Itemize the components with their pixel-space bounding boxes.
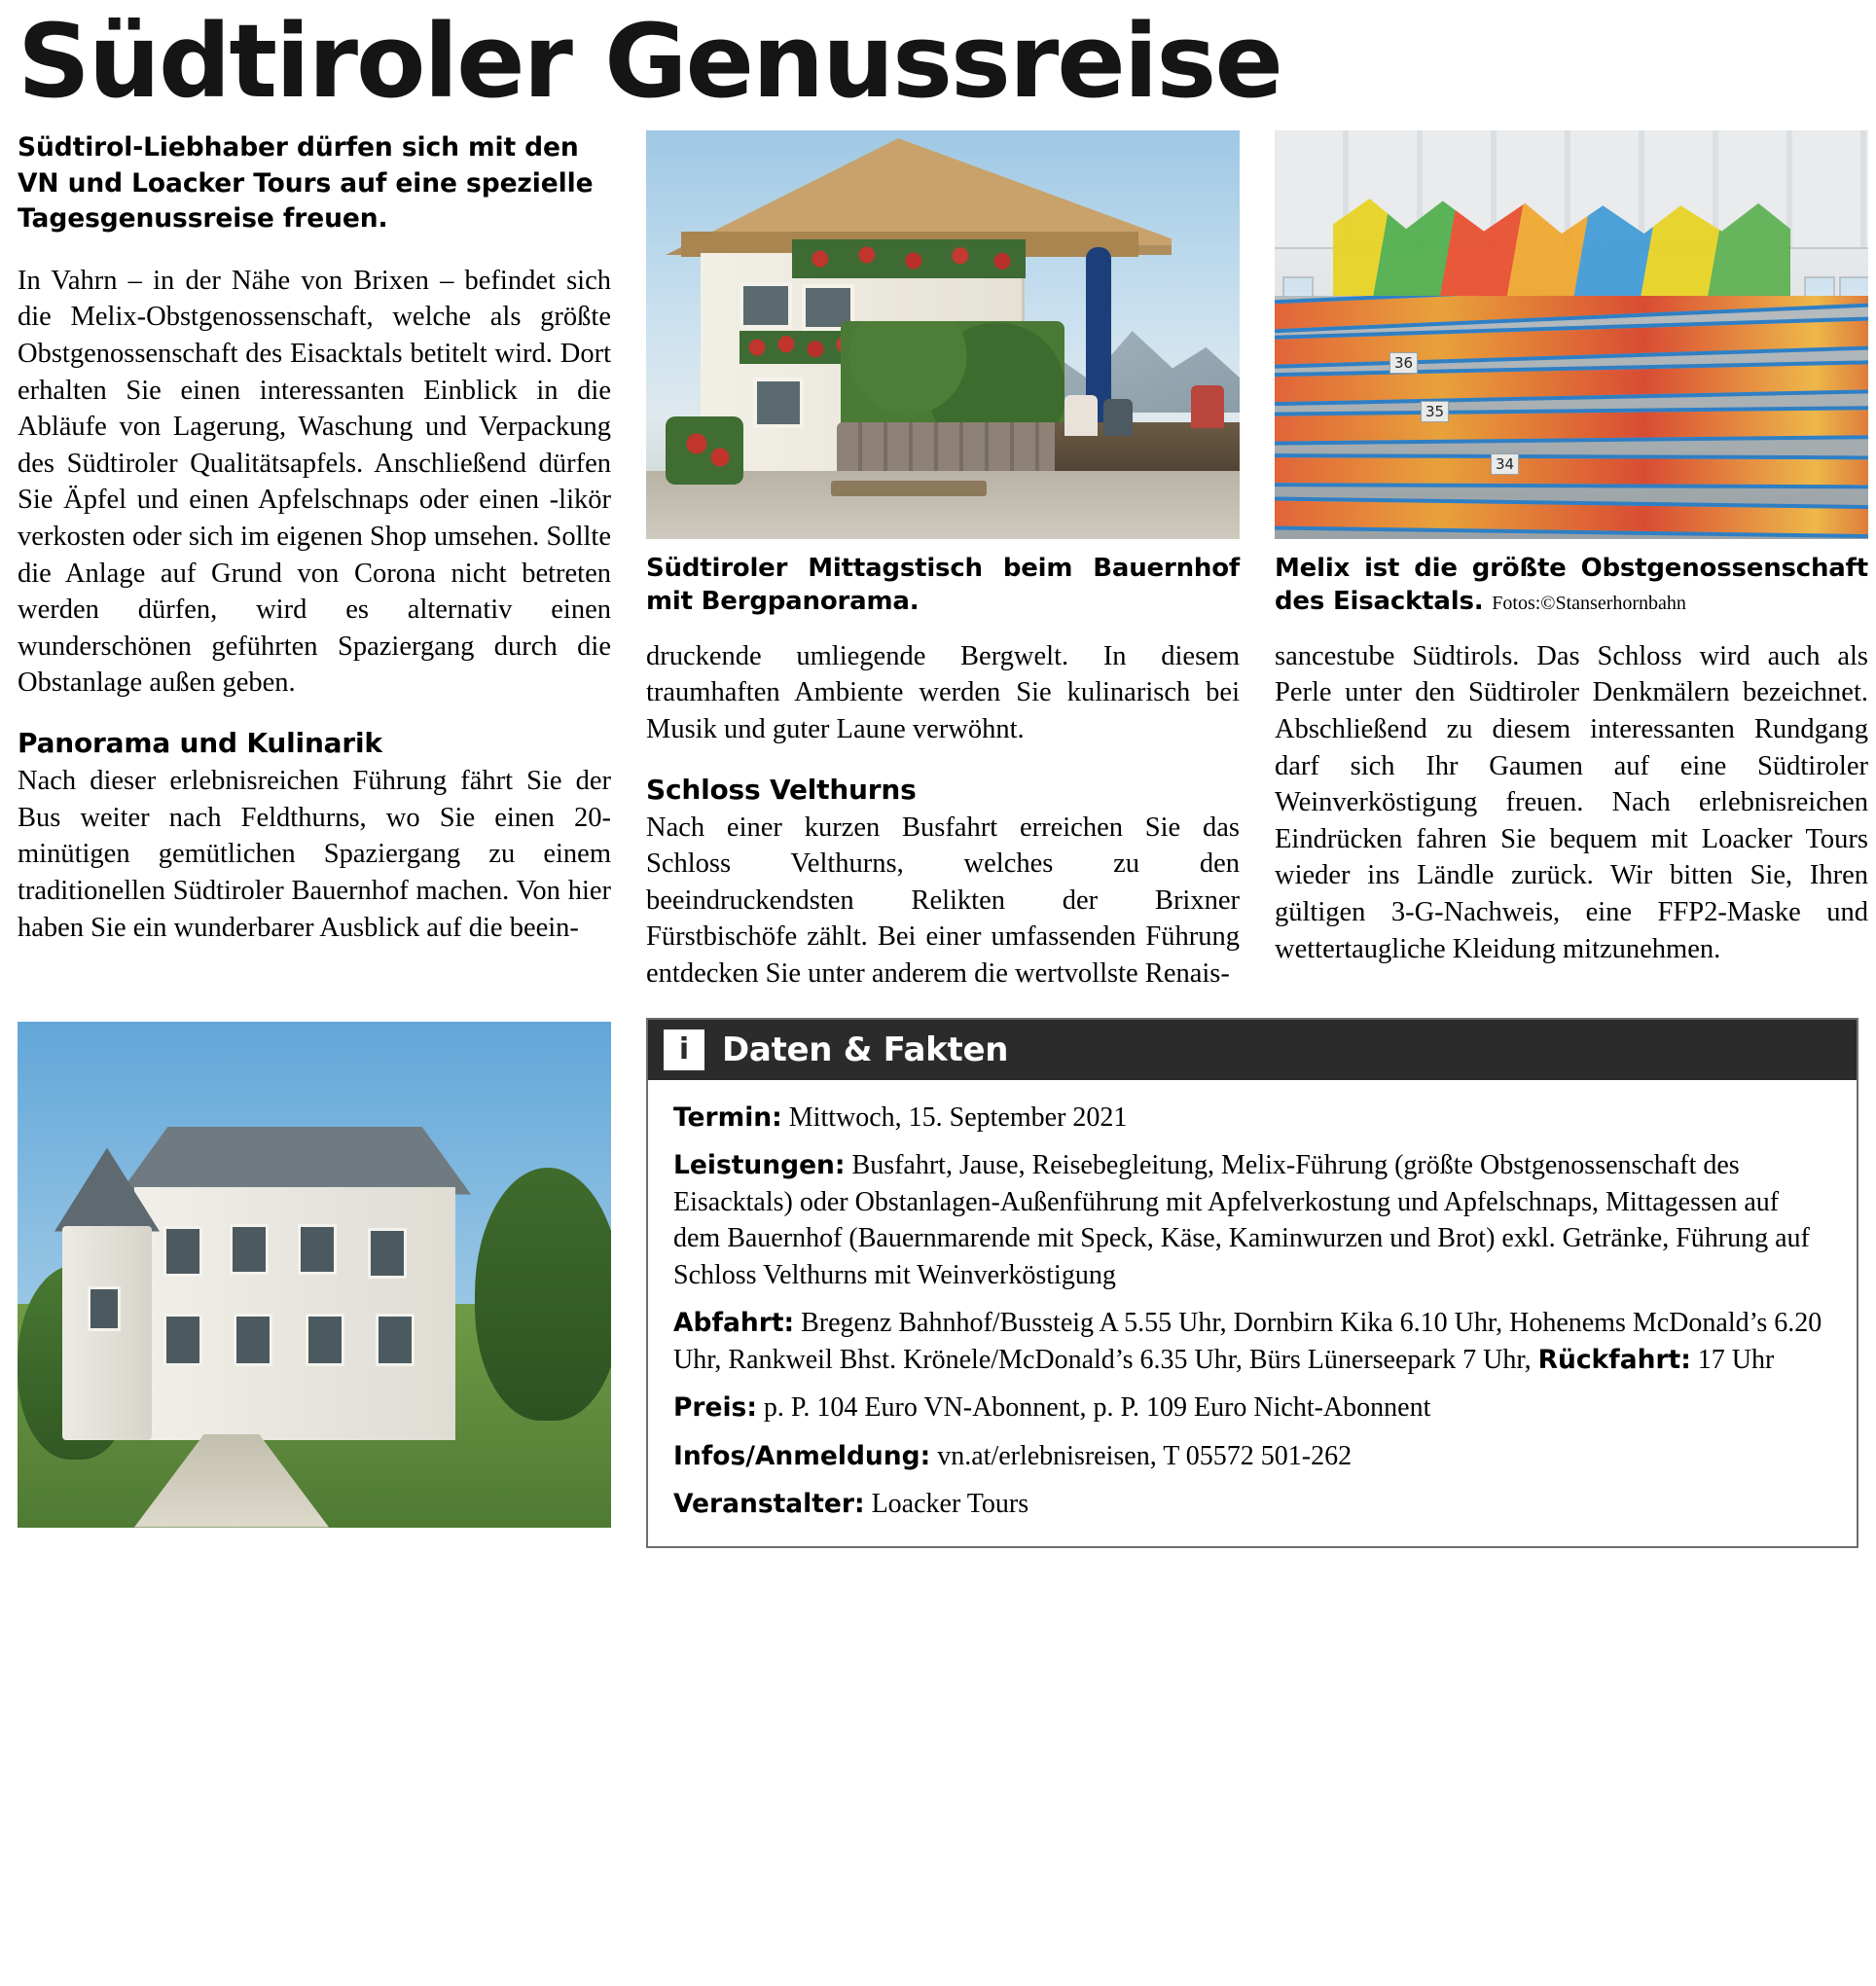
lead-paragraph: Südtirol-Liebhaber dürfen sich mit den VN und Loacker Tours auf eine spezielle Tagesgenussreise freuen. (18, 132, 594, 235)
fact-label-secondary: Rückfahrt: (1537, 1344, 1691, 1375)
facts-box (646, 1018, 1858, 1548)
facts-header (648, 1020, 1857, 1080)
left-paragraph-1: In Vahrn – in der Nähe von Brixen – befindet sich die Melix-Obstgenossenschaft, welche als größte Obstgenossenschaft des Eisacktals betitelt wird. Dort erhalten Sie einen interessanten Einblick in die Abläufe von Lagerung, Waschung und Verpackung des Südtiroler Qualitätsapfels. Anschließend dürfen Sie Äpfel und einen Apfelschnaps oder einen -likör verkosten oder sich im eigenen Shop umsehen. Sollte die Anlage auf Grund von Corona nicht betreten werden dürfen, wird es alternativ einen wunderschönen geführten Spaziergang durch die Obstanlage außen geben. (18, 265, 611, 699)
fact-row (673, 1438, 1831, 1475)
caption-right-text: Melix ist die größte Obstgenossenschaft des Eisacktals. (1275, 554, 1868, 616)
fact-label: Infos/Anmeldung: (673, 1440, 931, 1471)
middle-paragraph-1: druckende umliegende Bergwelt. In diesem traumhaften Ambiente werden Sie kulinarisch bei Musik und guter Laune verwöhnt. (646, 640, 1240, 744)
fact-row (673, 1390, 1831, 1426)
fact-value: Busfahrt, Jause, Reisebegleitung, Melix-Führung (größte Obstgenossenschaft des Eisacktals) oder Obstanlagen-Außenführung mit Apfelverkostung und Apfelschnaps, Mittagessen auf dem Bauernhof (Bauernmarende mit Speck, Käse, Kaminwurzen und Brot) exkl. Getränke, Führung auf Schloss Velthurns mit Weinverköstigung (673, 1150, 1810, 1290)
fact-value: vn.at/erlebnisreisen, T 05572 501-262 (930, 1440, 1353, 1471)
bottom-grid (18, 1018, 1858, 1548)
middle-paragraph-2: Nach einer kurzen Busfahrt erreichen Sie das Schloss Velthurns, welches zu den beeindruckendsten Relikten der Brixner Fürstbischöfe zählt. Bei einer umfassenden Führung entdecken Sie unter anderem die wertvollste Renais- (646, 812, 1240, 989)
column-middle (646, 130, 1240, 992)
photo-melix-apple-sorting-hall (1275, 130, 1868, 539)
column-right (1275, 130, 1868, 967)
fact-row (673, 1147, 1831, 1293)
facts-title: Daten & Fakten (722, 1029, 1009, 1069)
fact-value: p. P. 104 Euro VN-Abonnent, p. P. 109 Euro Nicht-Abonnent (756, 1392, 1431, 1424)
lane-number-36: 36 (1389, 352, 1418, 374)
column-left (18, 130, 611, 946)
subhead-panorama-und-kulinarik: Panorama und Kulinarik (18, 727, 382, 760)
caption-right-photo (1275, 553, 1868, 619)
fact-row (673, 1100, 1831, 1137)
fact-label: Leistungen: (673, 1150, 846, 1181)
fact-label: Termin: (673, 1101, 782, 1133)
photo-farmhouse-mountain-panorama (646, 130, 1240, 539)
fact-label: Preis: (673, 1392, 757, 1424)
caption-middle-text: Südtiroler Mittagstisch beim Bauernhof mit Bergpanorama. (646, 554, 1240, 616)
subhead-schloss-velthurns: Schloss Velthurns (646, 773, 917, 806)
fact-value: Bregenz Bahnhof/Bussteig A 5.55 Uhr, Dornbirn Kika 6.10 Uhr, Hohenems McDonald’s 6.20 Uhr, Rankweil Bhst. Krönele/McDonald’s 6.35 Uhr, Bürs Lünerseepark 7 Uhr, (673, 1308, 1822, 1375)
fact-value: Loacker Tours (864, 1489, 1029, 1520)
lane-number-34: 34 (1491, 453, 1519, 475)
fact-label: Abfahrt: (673, 1308, 795, 1339)
right-paragraph-1: sancestube Südtirols. Das Schloss wird auch als Perle unter den Südtiroler Denkmälern bezeichnet. Abschließend zu diesem interessanten Rundgang darf sich Ihr Gaumen auf eine Südtiroler Weinverköstigung freuen. Nach erlebnisreichen Eindrücken fahren Sie bequem mit Loacker Tours wieder ins Ländle zurück. Wir bitten Sie, Ihren gültigen 3-G-Nachweis, eine FFP2-Maske und wettertaugliche Kleidung mitzunehmen. (1275, 640, 1868, 964)
fact-label: Veranstalter: (673, 1489, 865, 1520)
fact-value-secondary: 17 Uhr (1690, 1344, 1775, 1375)
facts-body (648, 1080, 1857, 1546)
info-icon: i (664, 1029, 704, 1070)
photo-schloss-velthurns (18, 1022, 611, 1528)
fact-row (673, 1305, 1831, 1378)
fact-value: Mittwoch, 15. September 2021 (781, 1101, 1128, 1133)
lane-number-35: 35 (1421, 401, 1449, 422)
left-paragraph-2: Nach dieser erlebnisreichen Führung fährt Sie der Bus weiter nach Feldthurns, wo Sie einen 20-minütigen gemütlichen Spaziergang zu einem traditionellen Südtiroler Bauernhof machen. Von hier haben Sie ein wunderbarer Ausblick auf die beein- (18, 766, 611, 943)
caption-middle-photo (646, 553, 1240, 619)
fact-row (673, 1486, 1831, 1523)
page-title: Südtiroler Genussreise (18, 2, 1281, 121)
photo-credit: Fotos:©Stanserhornbahn (1492, 592, 1686, 614)
top-three-column-grid (18, 130, 1868, 992)
